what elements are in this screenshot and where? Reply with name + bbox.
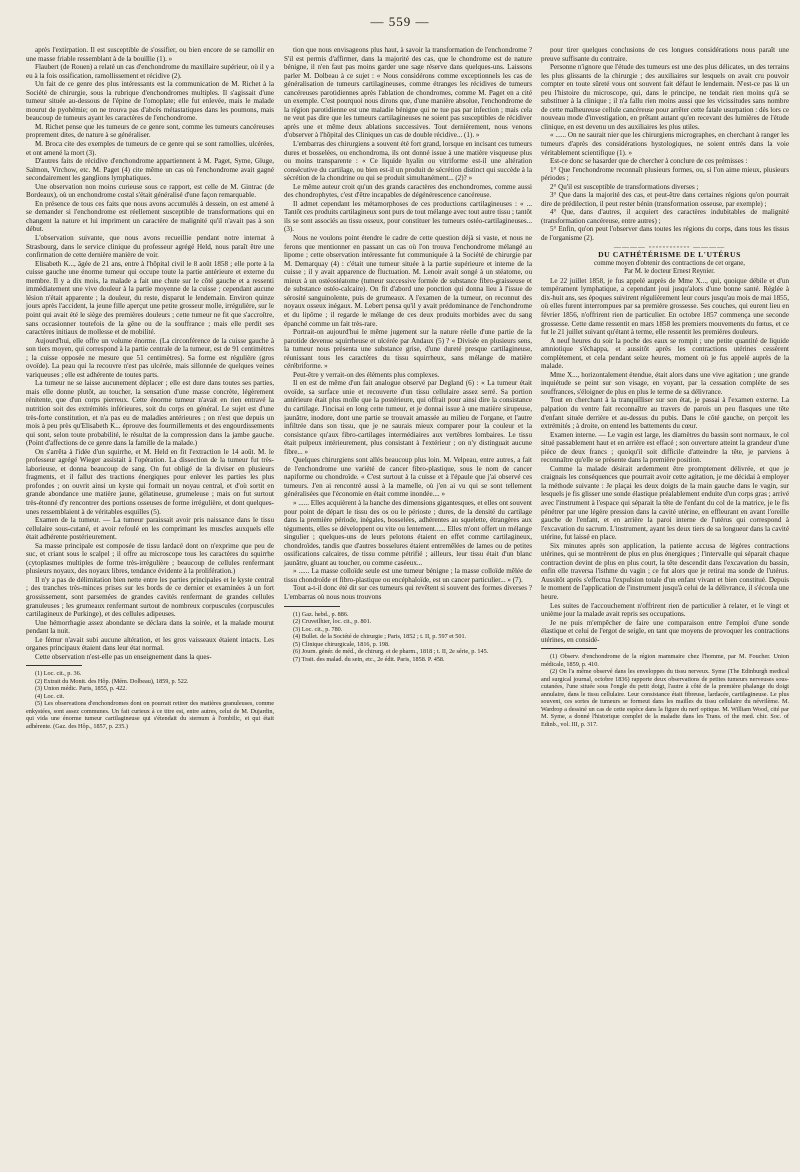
footnote: (1) Observ. d'enchondrome de la région mammaire chez l'homme, par M. Foucher. Union médicale, 1859, p. 410. <box>541 653 789 668</box>
paragraph: Sa masse principale est composée de tissu lardacé dont on n'exprime que peu de suc, et criant sous le scalpel ; il offre au microscope tous les caractères du squirrhe (cytoplasmes multiples de forme très-irrégulière ; beaucoup de cellules renfermant plusieurs noyaux, des noyaux libres, tendance évidente à la prolifération.) <box>26 541 274 576</box>
footnote: (3) Loc. cit., p. 780. <box>293 625 343 633</box>
paragraph: Aujourd'hui, elle offre un volume énorme. (La circonférence de la cuisse gauche à son tiers moyen, qui correspond à la partie centrale de la tumeur, est de 91 centimètres ; la cuisse opposée ne mesure que 51 centimètres). Sa forme est régulière (gros ovoïde). La peau qui la recouvre n'est pas ulcérée, mais sillonnée de quelques veines variqueuses ; elle est adhérente de toutes parts. <box>26 336 274 379</box>
column-left <box>26 46 274 1154</box>
footnote: (5) Clinique chirurgicale, 1816, p. 198. <box>293 640 390 648</box>
page-number: — 559 — <box>370 14 430 29</box>
paragraph: Nous ne voulons point étendre le cadre de cette question déjà si vaste, et nous ne ferons que mentionner en passant un cas où l'on trouva l'enchondrome mélangé au lipome ; cette observation intéressante fut communiquée à la Société de chirurgie par M. Demarquay (4) : c'était une tumeur située à la partie supérieure et interne de la cuisse ; il y avait apparence de fluctuation. M. Lenoir avait songé à un stéatome, ou mieux à un ostéostéatome (tumeur successive formée de substance fibro-graisseuse et de substance ostéo-calcaire). On fit d'abord une ponction qui donna lieu à l'issue de sérosité sanguinolente, puis de grumeaux. A l'examen de la tumeur, on reconnut des noyaux osseux inégaux. M. Lebert pensa qu'il y avait prédominance de l'enchondrome et du lipôme ; il regarde le mélange de ces deux produits morbides avec du sang épanché comme un fait très-rare. <box>284 234 532 328</box>
section-title: DU CATHÉTÉRISME DE L'UTÉRUS <box>598 250 741 260</box>
paragraph: Un fait de ce genre des plus intéressants est la communication de M. Richet à la Société de chirurgie, sous la rubrique d'enchondromes multiples. Il s'agissait d'une tumeur située au-dessous de l'épine de l'omoplate; elle fut enlevée, mais le malade mourut de pyohémie; on ne trouva pas d'abcès métastatiques dans les poumons, mais beaucoup de tumeurs ayant les caractères de l'enchondrome. <box>26 80 274 123</box>
paragraph: Tout a-t-il donc été dit sur ces tumeurs qui revêtent si souvent des formes diverses ? L'embarras où nous nous trouvons <box>284 584 532 601</box>
paragraph: tion que nous envisageons plus haut, à savoir la transformation de l'enchondrome ? S'il est permis d'affirmer, dans la majorité des cas, que le chondrome est de nature bénigne, il n'en faut pas moins garder une sage réserve dans quelques-uns. Laissons parler M. Dolbeau à ce sujet : « Nous considérons comme exceptionnels les cas de généralisation de tumeurs cartilagineuses, comme étranges les récidives de tumeurs cancéreuses parotidiennes après l'ablation de chondromes, comme M. Paget en a cité un exemple. C'est pourquoi nous dirons que, d'une manière absolue, l'enchondrome de la région parotidienne est une maladie bénigne qui ne tue pas par infection ; mais cela ne veut pas dire que les tumeurs cartilagineuses ne soient pas susceptibles de récidiver après une et même deux ablations successives. Tout dernièrement, nous venons d'observer à l'hôpital des Cliniques un cas de double récidive... (1). » <box>284 46 532 140</box>
paragraph: D'autres faits de récidive d'enchondrome appartiennent à M. Paget, Syme, Gluge, Salmon, Virchow, etc. M. Paget (4) cite même un cas où l'enchondrome avait gagné secondairement les ganglions lymphatiques. <box>26 157 274 183</box>
paragraph: Quelques chirurgiens sont allés beaucoup plus loin. M. Velpeau, entre autres, a fait de l'enchondrome une variété de cancer fibro-plastique, sous le nom de cancer napiforme ou chondroïde. « C'est surtout à la cuisse et à l'épaule que j'ai observé ces tumeurs. J'en ai rencontré aussi à la mamelle, où j'en ai vu qui se sont tellement généralisées que l'économie en était comme inondée.... » <box>284 456 532 499</box>
paragraph: Tout en cherchant à la tranquilliser sur son état, je passai à l'examen externe. La palpation du ventre fait reconnaître au travers de parois un peu flasques une tête d'enfant située derrière et au-dessus du pubis. Dans le côté gauche, on perçoit les extrémités ; à droite, on entend les battements du cœur. <box>541 396 789 431</box>
paragraph: Cette observation n'est-elle pas un enseignement dans la ques- <box>35 652 212 661</box>
footnote-separator <box>26 665 82 666</box>
paragraph: Examen de la tumeur. — La tumeur paraissait avoir pris naissance dans le tissu cellulaire sous-cutané, et avoir refoulé en les comprimant les muscles auxquels elle était adhérente postérieurement. <box>26 516 274 542</box>
footnote-separator <box>284 606 340 607</box>
paragraph: M. Broca cite des exemples de tumeurs de ce genre qui se sont ramollies, ulcérées, et ont amené la mort (3). <box>26 140 274 157</box>
column-right-footnotes <box>541 653 789 728</box>
column-right <box>541 46 789 1154</box>
paragraph: pour tirer quelques conclusions de ces longues considérations nous paraît une preuve suffisante du contraire. <box>541 46 789 63</box>
paragraph: 5° Enfin, qu'on peut l'observer dans toutes les régions du corps, dans tous les tissus de l'organisme (2). <box>541 225 789 243</box>
footnote-separator <box>541 648 597 649</box>
paragraph: » ...... Elles acquièrent à la hanche des dimensions gigantesques, et elles ont souvent pour point de départ le tissu des os ou le périoste ; dures, de la densité du cartilage dans la première période, inégales, bosselées, adhérentes au squelette, étrangères aux téguments, elles se développent ou vite ou lentement...... Elles m'ont offert un mélange singulier ; quelques-uns de leurs pelotons étaient en effet comme cartilagineux, chondroïdes, tandis que d'autres bosselures étaient entremêlées de lames ou de petites ossifications calcaires, de tissu comme pétrifié ; ailleurs, leur tissu était d'un blanc jaunâtre, gluant au toucher, ou comme caséeux... <box>284 498 532 567</box>
footnote: (4) Bullet. de la Société de chirurgie ; Paris, 1852 ; t. II, p. 597 et 501. <box>293 633 467 641</box>
paragraph: Il n'y a pas de délimitation bien nette entre les parties principales et le kyste central ; des tranches très-minces prises sur les bords de ce dernier et examinées à un fort grossissement, sont parsemées de grandes cavités renfermant de grandes cellules granuleuses ; les grumeaux renfermant surtout de nombreux corpuscules (corpuscules cartilagineux de Purkinge), et des cellules adipeuses. <box>26 575 274 619</box>
paragraph: Elisabeth K..., âgée de 21 ans, entre à l'hôpital civil le 8 août 1858 ; elle porte à la cuisse gauche une énorme tumeur qui occupe toute la partie antérieure et externe du membre. Il y a dix mois, la malade a fait une chute sur le côté gauche et a ressenti immédiatement une vive douleur à la partie moyenne de la cuisse ; cependant aucune lésion n'était apparente ; la douleur, du reste, disparut le lendemain. Environ quinze jours après l'accident, la jeune fille aperçut une petite grosseur molle, irrégulière, sur le point qui avait été le siège des premières douleurs ; cette tumeur ne fit que s'accroître, sans occasionner toutefois de la gêne ou de la souffrance ; mais elle perdit ses caractères initiaux de mollesse et de mobilité. <box>26 259 274 337</box>
paragraph: L'embarras des chirurgiens a souvent été fort grand, lorsque en incisant ces tumeurs dures et bosselées, ou enchondroma, ils ont donné issue à une matière visqueuse plus ou moins transparente : « Ce liquide hyalin ou vitriforme est-il une altération consécutive du cartilage, ou bien est-il un produit de sécrétion distinct qui succède à la sécrétion de la chondrine ou qui se produit simultanément... (2)? » <box>284 140 532 183</box>
footnote: (3) Union médic. Paris, 1855, p. 422. <box>35 685 127 693</box>
paragraph: En présence de tous ces faits que nous avons accumulés à dessein, on est amené à se demander si l'enchondrome est réellement susceptible de transformations qui en changent la nature et lui impriment un caractère de malignité qu'il n'avait pas à son début. <box>26 199 274 234</box>
paragraph: » ...... La masse colloïde seule est une tumeur bénigne ; la masse colloïde mêlée de tissu chondroïde et fibro-plastique ou encéphaloïde, est un cancer particulier... » (7). <box>284 567 532 584</box>
footnote: (7) Trait. des malad. du sein, etc., 2e édit. Paris, 1858. P. 458. <box>293 655 445 663</box>
paragraph: Le 22 juillet 1858, je fus appelé auprès de Mme X..., qui, quoique débile et d'un tempérament lymphatique, a cependant joui jusqu'alors d'une bonne santé. Réglée à dix-huit ans, ses époques suivirent régulièrement leur cours jusqu'au mois de mai 1855, où elles furent interrompues par sa première grossesse. Ses couches, qui eurent lieu en février 1856, n'offrirent rien de particulier. En octobre 1857 commença une seconde grossesse. Cette dame ressentit en mars 1858 les premiers mouvements du fœtus, et ce fut le 21 juillet suivant qu'étant à terme, elle ressentit les premières douleurs. <box>541 276 789 337</box>
paragraph: Examen interne. — Le vagin est large, les diamètres du bassin sont normaux, le col situé passablement haut et en arrière est effacé ; son ouverture atteint la grandeur d'une pièce de deux francs ; quoiqu'il soit difficile d'atteindre la tête, je parviens à reconnaître qu'elle se présente dans la première position. <box>541 430 789 465</box>
paragraph: A neuf heures du soir la poche des eaux se rompit ; une petite quantité de liquide amniotique s'échappa, et aussitôt après les contractions utérines cessèrent complètement, et cela pendant seize heures, moment où je fus appelé auprès de la malade. <box>541 336 789 371</box>
footnote: (6) Journ. génér. de méd., de chirurg. et de pharm., 1818 ; t. II, 2e série, p. 145. <box>293 648 489 656</box>
column-left-footnotes <box>26 670 274 730</box>
section-author: Par M. le docteur Ernest Reynier. <box>624 268 715 276</box>
paragraph: 1° Que l'enchondrome reconnaît plusieurs formes, ou, si l'on aime mieux, plusieurs périodes ; <box>541 165 789 183</box>
paragraph: Peut-être y verrait-on des éléments plus complexes. <box>293 370 440 379</box>
paragraph: Mme X..., horizontalement étendue, était alors dans une vive agitation ; une grande inquiétude se peint sur son visage, en voyant, par la cessation complète de ses souffrances, s'éloigner de plus en plus le terme de sa délivrance. <box>541 370 789 396</box>
paragraph: La tumeur ne se laisse aucunement déplacer ; elle est dure dans toutes ses parties, mais elle donne plutôt, au toucher, la sensation d'une masse concrète, légèrement rénitente, que d'un corps pierreux. Cette énorme tumeur n'avait en rien entravé la nutrition soit des extrémités inférieures, soit du corps en général. Le sujet est d'une très-forte constitution, et n'a pas eu de maladies antérieures ; on n'est que depuis un mois à peu près qu'Elisabeth K... éprouve des fourmillements et des engourdissements qui sont, selon toute probabilité, le résultat de la compression dans la jambe gauche. (Point d'affections de ce genre dans la famille de la malade.) <box>26 379 274 448</box>
column-left-body <box>26 46 274 661</box>
footnote: (5) Les observations d'enchondromes dont on pourrait retirer des matières granuleuses, comme enkystées, sont assez communes. Un fait curieux à ce titre est, entre autres, celui de M. Dujardin, qui vida une énorme tumeur cartilagineuse qui s'étendait du sternum à l'ombilic, et qui était adhérente. (Gaz. des Hôp., 1857, p. 235.) <box>26 700 274 730</box>
paragraph: « ...... On ne saurait nier que les chirurgiens micrographes, en cherchant à ranger les tumeurs d'après des considérations hystologiques, ne soient entrés dans la voie véritablement scientifique (1). » <box>541 131 789 157</box>
footnote: (2) Cruveilhier, loc. cit., p. 801. <box>293 618 372 626</box>
paragraph: Le même auteur croit qu'un des grands caractères des enchondromes, comme aussi des chondrophytes, c'est d'être incapables de dégénérescence cancéreuse. <box>284 182 532 200</box>
paragraph: Six minutes après son application, la patiente accusa de légères contractions utérines, qui se montrèrent de plus en plus énergiques ; l'intervalle qui séparait chaque contraction devint de plus en plus court, la tête descendit dans l'excavation du bassin, enfin elle traversa l'isthme du vagin ; ce fut alors que je retirai ma sonde de l'utérus. Aussitôt après s'effectua l'expulsion totale d'un enfant vivant et bien constitué. Depuis le moment de l'application de l'instrument jusqu'à celui de la délivrance, il s'écoula une heure. <box>541 541 789 601</box>
paragraph: Le fémur n'avait subi aucune altération, et les gros vaisseaux étaient intacts. Les organes principaux étaient dans leur état normal. <box>26 635 274 653</box>
footnote: (1) Gaz. hebd., p. 886. <box>293 610 349 618</box>
column-middle-body <box>284 46 532 602</box>
paragraph: Personne n'ignore que l'étude des tumeurs est une des plus délicates, un des terrains les plus glissants de la chirurgie ; des auxiliaires sur lesquels on avait cru pouvoir compter en toute sûreté vous ont souvent fait défaut le lendemain. N'est-ce pas là un peu l'histoire du microscope, qui, dans le principe, ne tendait rien moins qu'à se substituer à la clinique ; il n'a fallu rien moins aussi que les vicissitudes sans nombre de cette malheureuse cellule cancéreuse pour arrêter cette fatale usurpation : dès lors ce nouveau mode d'investigation, en prêtant autant qu'en recevant des lumières de l'étude clinique, en est devenu un des auxiliaires les plus utiles. <box>541 63 789 131</box>
paragraph: Flaubert (de Rouen) a relaté un cas d'enchondrome du maxillaire supérieur, où il y a eu à la fois ossification, ramollissement et récidive (2). <box>26 63 274 80</box>
paragraph: 2° Qu'il est susceptible de transformations diverses ; <box>550 182 699 191</box>
paragraph: Comme la malade désirait ardemment être promptement délivrée, et que je craignais les conséquences que pourrait avoir cette agitation, je me décidai à employer la méthode suivante : Je plaçai les deux doigts de la main gauche dans le vagin, sur lesquels je fis glisser une sonde élastique préalablement enduite d'un corps gras ; arrivé avec l'instrument à l'espace qui séparait la tête de l'enfant du col de la matrice, je le fis pénétrer par une légère pression dans la cavité utérine, en effleurant en avant l'oreille gauche de l'enfant, et en arrière la paroi interne de l'utérus qui correspond à l'excavation du sacrum. L'instrument, ayant les deux tiers de sa longueur dans la cavité utérine, fut laissé en place. <box>541 464 789 542</box>
paragraph: M. Richet pense que les tumeurs de ce genre sont, comme les tumeurs cancéreuses proprement dites, de nature à se généraliser. <box>26 122 274 140</box>
paragraph: L'observation suivante, que nous avons recueillie pendant notre internat à Strasbourg, dans le service clinique du professeur agrégé Held, nous paraît être une confirmation de cette dernière manière de voir. <box>26 234 274 260</box>
footnote: (2) Extrait du Monit. des Hôp. (Mém. Dolbeau), 1859, p. 522. <box>35 677 189 685</box>
section-divider: ———— ◦◦◦◦◦◦◦◦◦◦◦◦ ———— <box>613 242 726 251</box>
paragraph: Les suites de l'accouchement n'offrirent rien de particulier à relater, et le vingt et unième jour la malade avait repris ses occupations. <box>541 601 789 619</box>
column-middle <box>284 46 532 1154</box>
paragraph: Portrait-on aujourd'hui le même jugement sur la nature réelle d'une partie de la parotide devenue squirrheuse et ulcérée par Andaux (5) ? « Divisée en plusieurs sens, la tumeur nous présenta une substance grise, d'une dureté presque cartilagineuse, réunissant tous les caractères du tissu squirrheux, sans mélange de matière cérébriforme. » <box>284 328 532 371</box>
paragraph: Il admet cependant les métamorphoses de ces productions cartilagineuses : « ... Tantôt ces produits cartilagineux sont purs de tout mélange avec tout autre tissu ; tantôt ils se sont associés au tissu osseux, pour constituer les tumeurs ostéo-cartilagineuses... (3). <box>284 199 532 234</box>
footnote: (1) Loc. cit., p. 36. <box>35 670 82 678</box>
paragraph: Une observation non moins curieuse sous ce rapport, est celle de M. Gintrac (de Bordeaux), où un enchondrome costal s'était généralisé d'une façon remarquable. <box>26 182 274 200</box>
footnote: (2) On l'a même observé dans les enveloppes du tissu nerveux. Syme (The Edinburgh medical and surgical journal, octobre 1836) rapporte deux observations de petites tumeurs nerveuses sous-cutanées, l'une située sous l'ongle du petit doigt, l'autre à côté de la première phalange du doigt annulaire, dans le tissu cellulaire. Leur consistance était fibreuse, lardacée, cartilagineuse. Le plus souvent, ces sortes de tumeurs se formeut dans les mailles du tissu cellulaire du névrilème. M. Wardrop a dessiné un cas de cette espèce dans la figure du nerf optique. M. William Wood, cité par M. Syme, a donné l'historique complet de la maladie dans les Trans. of the med. chir. Soc. of Edinb., vol. III, p. 317. <box>541 668 789 728</box>
paragraph: Une hémorrhagie assez abondante se déclara dans la soirée, et la malade mourut pendant la nuit. <box>26 618 274 636</box>
column-right-body-top <box>541 46 789 243</box>
paragraph: 4° Que, dans d'autres, il acquiert des caractères indubitables de malignité (transformation cancéreuse, entre autres) ; <box>541 208 789 225</box>
column-middle-footnotes <box>284 611 532 664</box>
paragraph: Il en est de même d'un fait analogue observé par Degland (6) : « La tumeur était ovoïde, sa surface unie et recouverte d'un tissu cellulaire assez serré. Sa portion antérieure était plus molle que la postérieure, qui offrait pour ainsi dire la consistance du cartilage. J'incisai en long cette tumeur, et je donnai issue à une matière sirupeuse, jaunâtre, inodore, dont une partie se trouvait amassée au milieu de l'organe, et l'autre infiltrée dans son tissu, que je ne saurais mieux comparer pour la couleur et la consistance qu'aux fibro-cartilages intermédiaires aux vertèbres lombaires. Le tissu était pulpeux intérieurement, plus consistant à l'extérieur ; on n'y distinguait aucune fibre... » <box>284 379 532 456</box>
footnote: (4) Loc. cit. <box>35 692 65 700</box>
column-right-body-bottom <box>541 277 789 645</box>
section-subtitle: comme moyen d'obtenir des contractions de cet organe, <box>594 259 745 267</box>
paragraph: Je ne puis m'empêcher de faire une comparaison entre l'emploi d'une sonde élastique et celui de l'ergot de seigle, en tant que moyens de provoquer les contractions utérines, en considé- <box>541 618 789 644</box>
paragraph: après l'extirpation. Il est susceptible de s'ossifier, ou bien encore de se ramollir en une masse friable ressemblant à de la bouillie (1). » <box>26 46 274 63</box>
paragraph: Est-ce donc se hasarder que de chercher à conclure de ces prémisses : <box>550 157 748 166</box>
paragraph: 3° Que dans la majorité des cas, et peut-être dans certaines régions qu'on pourrait dire de prédilection, il peut rester bénin (transformation osseuse, par exemple) ; <box>541 191 789 208</box>
paragraph: On s'arrêta à l'idée d'un squirrhe, et M. Held en fit l'extraction le 14 août. M. le professeur agrégé Wieger assistait à l'opération. La dissection de la tumeur fut très-laborieuse, et donna beaucoup de sang. On fut obligé de la diviser en plusieurs fragments, et il fallut des tractions énergiques pour enlever les parties les plus profondes ; on ouvrit ainsi un kyste qui formait un noyau central, et d'où sortit en grande abondance une matière jaune, gélatineuse, grumeleuse ; mais on fut surtout très-étonné d'y rencontrer des portions osseuses de forme irrégulière, et dont quelques-unes ressemblaient à de véritables esquilles (5). <box>26 447 274 516</box>
